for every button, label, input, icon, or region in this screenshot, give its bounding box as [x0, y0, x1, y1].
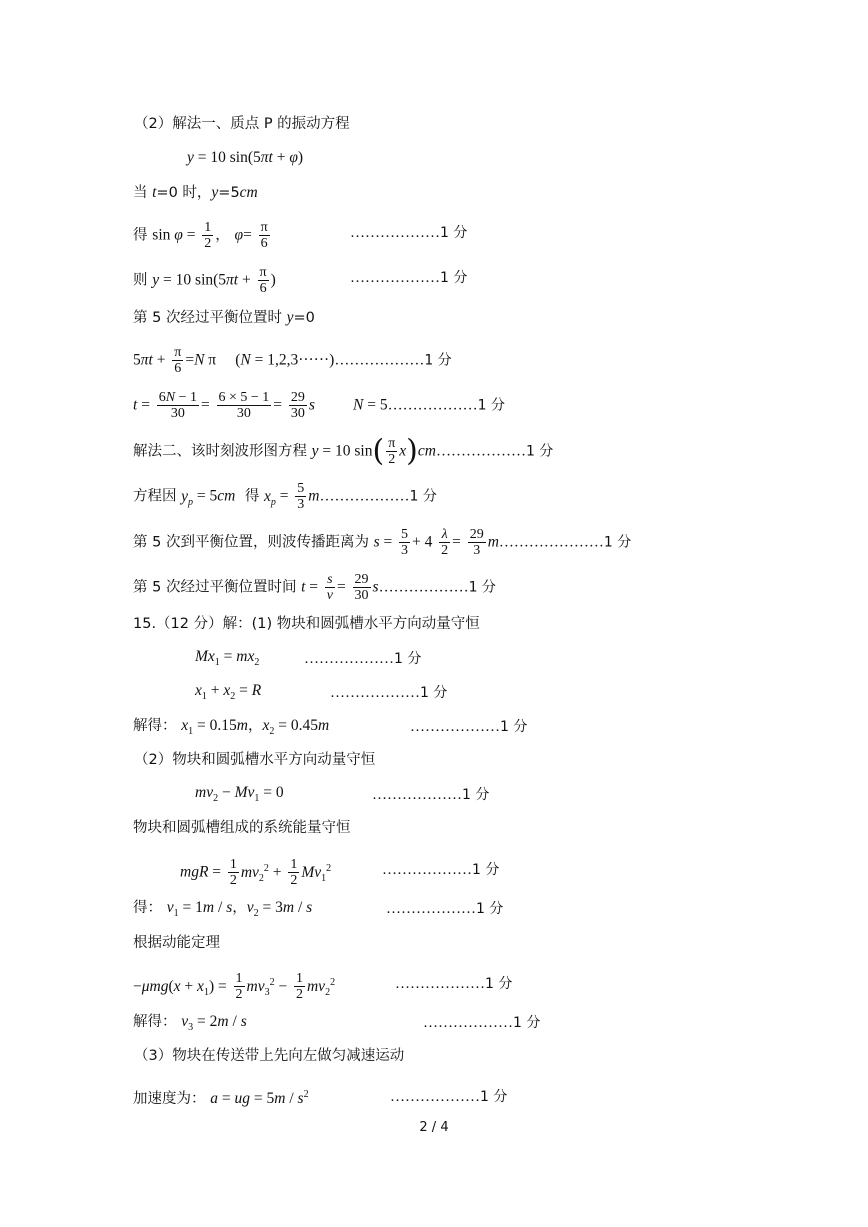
text: （3）物块在传送带上先向左做匀减速运动	[134, 1048, 405, 1064]
equation-time: 第 5 次经过平衡位置时间 t = $\frac{s}{v}$ = $\frac{29}{30}$ s………………1 分	[133, 572, 496, 603]
equation-distance: 第 5 次到平衡位置，则波传播距离为 s = $\frac{5}{3}$ + 4 $\frac{\lambda}{2}$ = $\frac{29}{3}$ m…………………1 分	[133, 527, 632, 558]
score: 1 分	[462, 787, 490, 803]
dots: ………………	[334, 352, 425, 369]
equation-t-value: t = $\frac{6N - 1}{30}$ = $\frac{6 \times 5 - 1}{30}$ = $\frac{29}{30}$ s N = 5………………1 分	[133, 390, 505, 421]
text: 解得：	[133, 1014, 177, 1030]
equation-velocity-momentum: $mv_2 - Mv_1 = 0$	[195, 784, 284, 805]
score: 1 分	[472, 862, 500, 878]
text: 得：	[133, 900, 162, 916]
text: y	[286, 309, 294, 326]
text: 方程因	[133, 488, 182, 505]
part-3-heading	[134, 1046, 404, 1066]
score-acceleration	[390, 1086, 507, 1107]
solution-v: 得： $v_1 = 1m / s$，$v_2 = 3m / s$	[133, 899, 313, 920]
dots: ………………	[390, 1089, 480, 1105]
text: 得	[244, 488, 264, 505]
dots: ………………	[395, 976, 485, 992]
text: t	[152, 184, 157, 201]
score-solution-v	[386, 898, 503, 919]
dots: ………………	[304, 651, 394, 667]
score-velocity-momentum	[372, 784, 489, 805]
score-1	[350, 222, 467, 243]
text: 第 5 次到平衡位置，则波传播距离为	[133, 534, 374, 551]
page-number: 2 / 4	[419, 1120, 449, 1135]
text: y	[211, 184, 219, 201]
text: （2）解法一、质点 P 的振动方程	[134, 116, 350, 132]
score: 1 分	[480, 1089, 508, 1105]
score: 1 分	[468, 579, 496, 596]
text: 15.（12 分）解：(1) 物块和圆弧槽水平方向动量守恒	[133, 616, 480, 632]
dots: …………………	[498, 534, 604, 551]
solution-x: 解得： $x_1 = 0.15m$，$x_2 = 0.45m$	[133, 717, 330, 738]
score: 1 分	[420, 685, 448, 701]
equation-sum-x: $x_1 + x_2 = R$	[195, 682, 262, 703]
equation-phase-n: 5πt + $\frac{\pi}{6}$ =N π (N = 1,2,3······)………………1 分	[133, 345, 452, 376]
dots: ………………	[378, 579, 469, 596]
score: 1 分	[500, 719, 528, 735]
score: 1 分	[409, 488, 437, 505]
score: 1 分	[394, 651, 422, 667]
score: 1 分	[485, 976, 513, 992]
text: 当	[133, 185, 153, 201]
equation-xp: 方程因 $y_p = 5cm$ 得 $x_p$ = $\frac{5}{3}$ m………………1 分	[133, 481, 437, 512]
equation-y-full: 则 y = 10 sin(5πt + $\frac{\pi}{6}$ )	[133, 265, 276, 296]
score: 1 分	[476, 901, 504, 917]
dots: ………………	[386, 901, 476, 917]
dots: ………………	[330, 685, 420, 701]
dots: ………………	[435, 443, 526, 460]
dots: ………………	[423, 1015, 513, 1031]
equation-energy: mgR = $\frac{1}{2}$ $mv_2^2$ + $\frac{1}{2}$ $Mv_1^2$	[180, 857, 332, 888]
text: 根据动能定理	[133, 935, 220, 951]
dots: ………………	[350, 270, 440, 286]
text: =0 时，	[156, 185, 212, 201]
text: 加速度为：	[133, 1091, 206, 1108]
score-2	[350, 267, 467, 288]
text: 解法二、该时刻波形图方程	[133, 443, 312, 460]
heading-method-one	[134, 114, 350, 134]
score-sum-x	[330, 682, 447, 703]
problem-15-heading	[133, 614, 480, 634]
text: 第 5 次经过平衡位置时	[133, 310, 287, 326]
text: 第 5 次经过平衡位置时间	[133, 579, 302, 596]
condition-t0	[133, 183, 258, 203]
score: 1 分	[513, 1015, 541, 1031]
score-solution-x	[410, 716, 527, 737]
dots: ………………	[410, 719, 500, 735]
text: 物块和圆弧槽组成的系统能量守恒	[133, 820, 351, 836]
score-energy	[382, 859, 499, 880]
text: =5	[218, 185, 240, 201]
score: 1 分	[440, 270, 468, 286]
score-momentum	[304, 648, 421, 669]
dots: ………………	[382, 862, 472, 878]
dots: ………………	[350, 225, 440, 241]
equation-momentum: $Mx_1 = mx_2$	[195, 648, 260, 669]
condition-fifth-pass	[133, 308, 315, 328]
dots: ………………	[372, 787, 462, 803]
equation-acceleration: 加速度为： a = ug = $5m / s^2$	[133, 1089, 309, 1108]
text: 解得：	[133, 718, 177, 734]
kinetic-theorem-heading	[133, 933, 220, 953]
score: 1 分	[603, 534, 632, 551]
equation-work-energy: $-\mu mg(x + x_1)$ = $\frac{1}{2}$ $mv_3^2$ − $\frac{1}{2}$ $mv_2^2$	[133, 971, 336, 1002]
text: （2）物块和圆弧槽水平方向动量守恒	[134, 752, 376, 768]
score: 1 分	[525, 443, 554, 460]
part-2-heading	[134, 750, 375, 770]
method-two-wave: 解法二、该时刻波形图方程 y = 10 sin( $\frac{\pi}{2}$ x)cm………………1 分	[133, 433, 554, 469]
score: 1 分	[477, 397, 505, 414]
score: 1 分	[440, 225, 468, 241]
equation-vibration: y = 10 sin(5πt + φ)	[187, 149, 304, 166]
energy-heading	[133, 818, 351, 838]
text: =0	[293, 310, 315, 326]
solution-v3: 解得： $v_3 = 2m / s$	[133, 1013, 247, 1034]
score-solution-v3	[423, 1012, 540, 1033]
dots: ………………	[387, 397, 478, 414]
score-work-energy	[395, 973, 512, 994]
dots: ………………	[319, 488, 410, 505]
equation-phi: 得 sin φ = $\frac{1}{2}$ ， φ= $\frac{\pi}{6}$	[133, 220, 268, 251]
text: cm	[239, 184, 258, 201]
score: 1 分	[424, 352, 452, 369]
